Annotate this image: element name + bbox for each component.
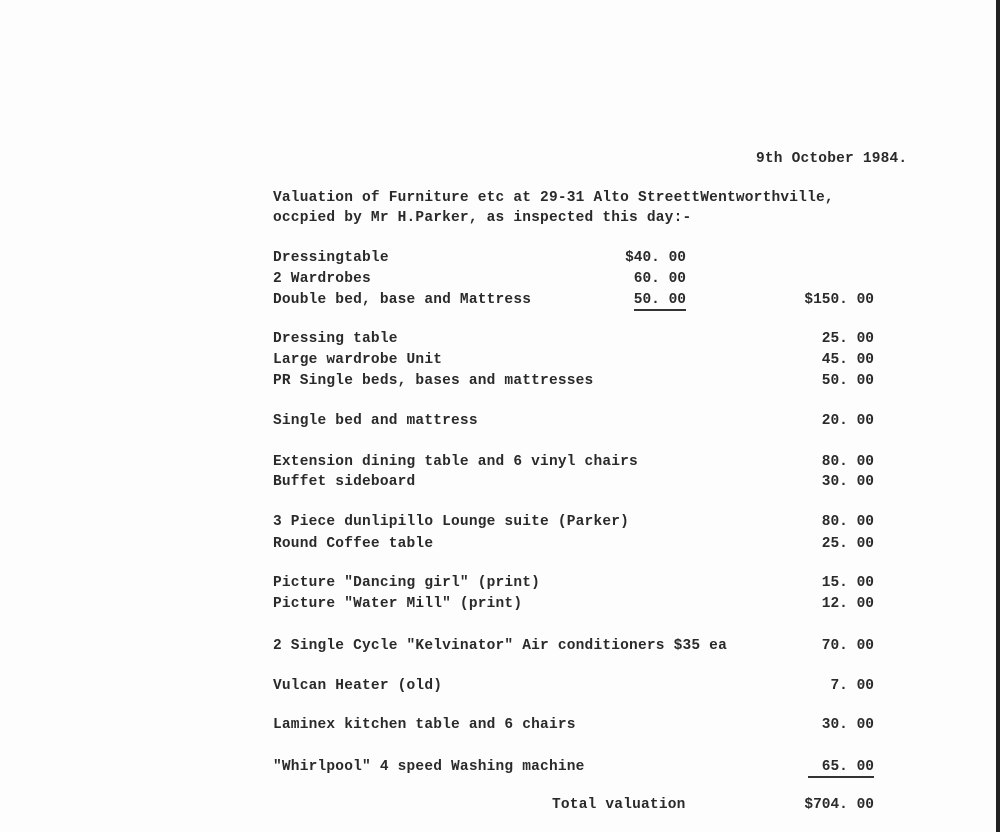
item-description: Round Coffee table xyxy=(273,536,434,552)
total-label: Total valuation xyxy=(552,797,686,813)
item-description: Extension dining table and 6 vinyl chairs xyxy=(273,454,638,470)
item-amount: 15. 00 xyxy=(821,575,874,591)
item-amount: $150. 00 xyxy=(804,292,874,308)
item-description: Double bed, base and Mattress xyxy=(273,292,532,308)
item-description: Dressing table xyxy=(273,331,398,347)
item-description: Large wardrobe Unit xyxy=(273,352,443,368)
total-amount: $704. 00 xyxy=(804,797,874,813)
item-description: 2 Single Cycle "Kelvinator" Air conditioners $35 ea xyxy=(273,638,727,654)
item-description: Picture "Dancing girl" (print) xyxy=(273,575,541,591)
item-amount: 25. 00 xyxy=(821,331,874,347)
item-description: Laminex kitchen table and 6 chairs xyxy=(273,717,576,733)
item-description: Dressingtable xyxy=(273,250,389,266)
item-description: Single bed and mattress xyxy=(273,413,478,429)
item-amount: 30. 00 xyxy=(821,474,874,490)
page-edge xyxy=(996,0,1000,832)
item-subamount: 60. 00 xyxy=(633,271,686,287)
item-amount: 80. 00 xyxy=(821,454,874,470)
item-description: 2 Wardrobes xyxy=(273,271,371,287)
item-amount: 45. 00 xyxy=(821,352,874,368)
item-description: 3 Piece dunlipillo Lounge suite (Parker) xyxy=(273,514,630,530)
item-amount: 70. 00 xyxy=(821,638,874,654)
item-amount: 80. 00 xyxy=(821,514,874,530)
item-subamount-underlined: 50. 00 xyxy=(634,292,686,311)
item-amount: 7. 00 xyxy=(830,678,874,694)
item-subamount xyxy=(566,291,686,309)
item-amount: 50. 00 xyxy=(821,373,874,389)
heading-line-1: Valuation of Furniture etc at 29-31 Alto StreettWentworthville, xyxy=(273,190,834,206)
item-description: Buffet sideboard xyxy=(273,474,416,490)
item-subamount: $40. 00 xyxy=(625,250,686,266)
item-description: Picture "Water Mill" (print) xyxy=(273,596,523,612)
item-description: PR Single beds, bases and mattresses xyxy=(273,373,594,389)
heading-line-2: occpied by Mr H.Parker, as inspected this day:- xyxy=(273,210,692,226)
item-amount: 25. 00 xyxy=(821,536,874,552)
item-amount-underlined: 65. 00 xyxy=(808,759,874,778)
item-amount: 20. 00 xyxy=(821,413,874,429)
document-date: 9th October 1984. xyxy=(756,151,908,167)
item-description: Vulcan Heater (old) xyxy=(273,678,443,694)
item-amount xyxy=(734,758,874,776)
item-amount: 30. 00 xyxy=(821,717,874,733)
item-amount: 12. 00 xyxy=(821,596,874,612)
item-description: "Whirlpool" 4 speed Washing machine xyxy=(273,759,585,775)
